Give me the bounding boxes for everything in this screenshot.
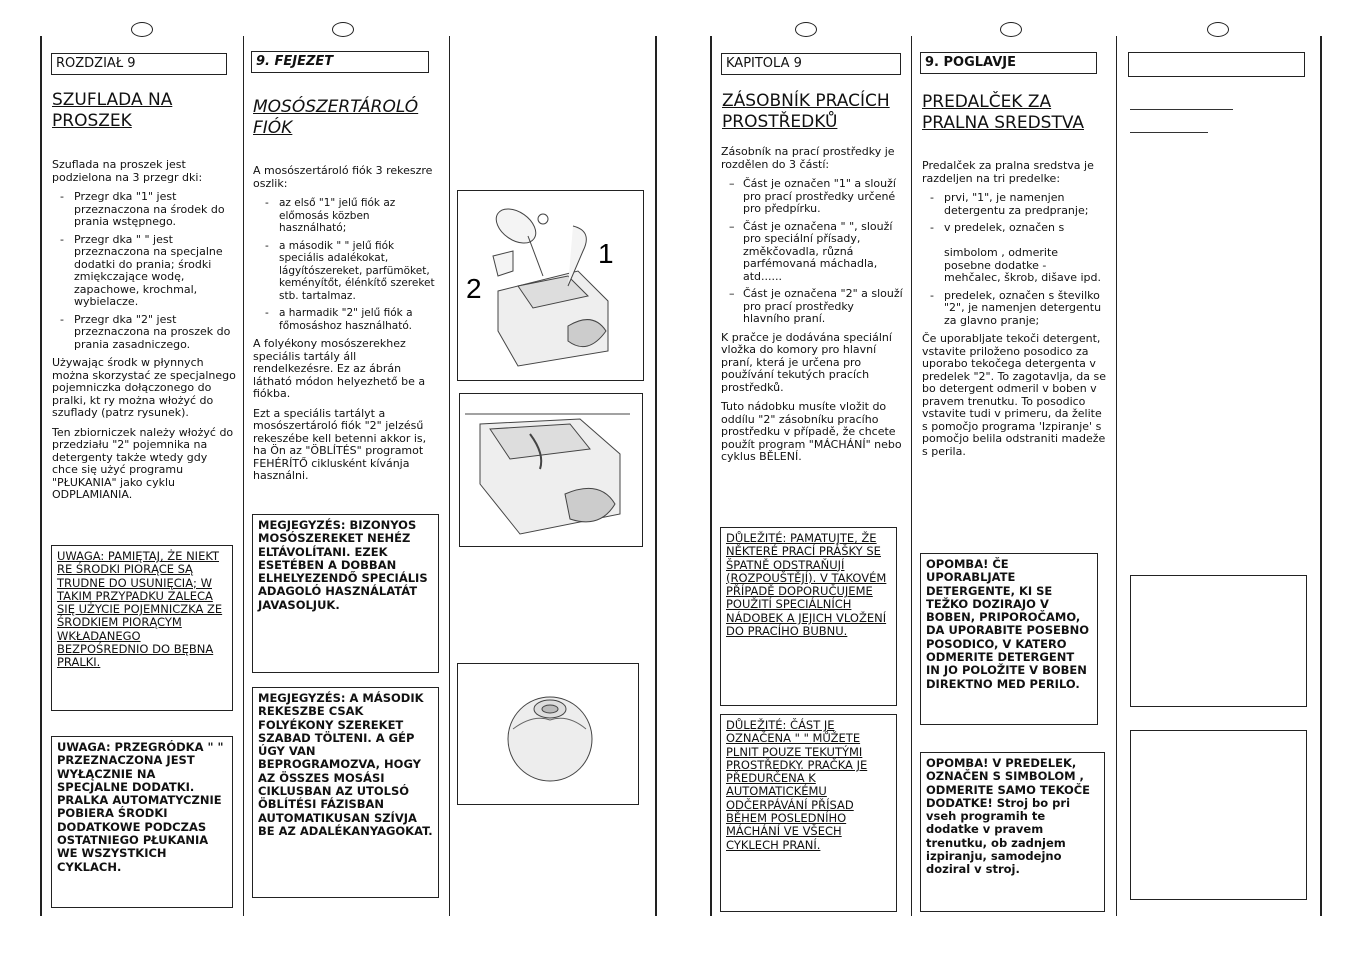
section-title: ZÁSOBNÍK PRACÍCH PROSTŘEDKŮ [722, 91, 890, 132]
list-item: – Část je označena " ", slouží pro speciální přísady, změkčovadla, různá parfémovaná máchadla, atd...... [743, 221, 903, 284]
intro-text: Zásobník na prací prostředky je rozdělen do 3 částí: [721, 145, 895, 171]
list-item: – Část je označena "2" a slouží pro prací prostředky hlavního praní. [743, 288, 903, 326]
section-body [922, 160, 1106, 465]
language-marker-circle [131, 22, 153, 37]
detergent-drawer-drawing [458, 191, 643, 380]
list-item: - Przegr dka "2" jest przeznaczona na proszek do prania zasadniczego. [74, 314, 236, 352]
list-item: - prvi, "1", je namenjen detergentu za predpranje; [944, 192, 1106, 217]
empty-header-box [1128, 52, 1305, 77]
drawer-insert-drawing [460, 394, 642, 546]
column-divider [243, 36, 244, 916]
chapter-header: 9. POGLAVJE [920, 52, 1097, 74]
warning-box: UWAGA: PRZEGRÓDKA " " PRZEZNACZONA JEST WYŁĄCZNIE NA SPECJALNE DODATKI. PRALKA AUTOMATYCZNIE POBIERA ŚRODKI DODATKOWE PODCZAS OSTATNIEGO PŁUKANIA WE WSZYSTKICH CYKLACH. [51, 736, 233, 908]
paragraph: Ezt a speciális tartályt a mosószertároló fiók "2" jelzésű rekeszébe kell betenni akkor is, ha Ön az "ÖBLÍTÉS" programot FEHÉRÍTŐ ciklusként kívánja használni. [253, 406, 427, 482]
paragraph: Če uporabljate tekoči detergent, vstavite priloženo posodico za uporabo tekočega detergenta v predelek "2". To zagotavlja, da se bo detergent odmeril v boben v pravem trenutku. To posodico vstavite tudi v primeru, da želite s pomočjo programa 'Izpiranje' s pomočjo belila odstraniti madeže s perila. [922, 332, 1107, 458]
column-divider [655, 36, 657, 916]
column-divider [1320, 36, 1322, 916]
important-box: DŮLEŽITÉ: ČÁST JE OZNAČENA " " MŮŽETE PLNIT POUZE TEKUTÝMI PROSTŘEDKY. PRAČKA JE PŘEDURČENA K AUTOMATICKÉMU ODČERPÁVÁNÍ PŘÍSAD BĚHEM POSLEDNÍHO MÁCHÁNÍ VE VŠECH CYKLECH PRANÍ. [720, 714, 897, 912]
list-item: - Przegr dka " " jest przeznaczona na specjalne dodatki do prania; środki zmiękczające wodę, zapachowe, krochmal, wybielacze. [74, 234, 236, 309]
list-item: - az első "1" jelű fiók az előmosás közben használható; [279, 197, 439, 235]
chapter-header: 9. FEJEZET [251, 51, 429, 73]
note-box: MEGJEGYZÉS: A MÁSODIK REKESZBE CSAK FOLYÉKONY SZEREKET SZABAD TÖLTENI. A GÉP ÚGY VAN BEPROGRAMOZVA, HOGY AZ ÖSSZES MOSÁSI CIKLUSBAN AZ UTOLSÓ ÖBLÍTÉSI FÁZISBAN AUTOMATIKUSAN SZÍVJA BE AZ ADALÉKANYAGOKAT. [252, 687, 439, 898]
section-body [721, 146, 903, 471]
paragraph: Używając środk w płynnych można skorzystać ze specjalnego pojemniczka dołączonego do pralki, kt ry można włożyć do szuflady (patrz rysunek). [52, 356, 236, 419]
list-item: - a második " " jelű fiók speciális adalékokat, lágyítószereket, parfümöket, keményítőt, élénkítő szereket stb. tartalmaz. [279, 240, 439, 303]
column-divider [911, 36, 912, 916]
intro-text: Predalček za pralna sredstva je razdeljen na tri predelke: [922, 159, 1094, 185]
intro-text: Szuflada na proszek jest podzielona na 3 przegr dki: [52, 158, 203, 184]
paragraph: Tuto nádobku musíte vložit do oddílu "2" zásobníku pracího prostředku v případě, že chcete použít program "MÁCHÁNÍ" nebo cyklus BĚLENÍ. [721, 400, 902, 463]
section-title: PREDALČEK ZA PRALNA SREDSTVA [922, 92, 1085, 133]
note-box: OPOMBA! ČE UPORABLJATE DETERGENTE, KI SE TEŽKO DOZIRAJO V BOBEN, PRIPOROČAMO, DA UPORABITE POSEBNO POSODICO, V KATERO ODMERITE DETERGENT IN JO POLOŽITE V BOBEN DIREKTNO MED PERILO. [920, 553, 1098, 725]
section-body [253, 165, 439, 490]
compartment-label-2: 2 [466, 273, 482, 304]
language-marker-circle [795, 22, 817, 37]
warning-box: UWAGA: PAMIĘTAJ, ŻE NIEKT RE ŚRODKI PIORĄCE SĄ TRUDNE DO USUNIĘCIA; W TAKIM PRZYPADKU ZALECA SIĘ UŻYCIE POJEMNICZKA ZE ŚRODKIEM PIORĄCYM WKŁADANEGO BEZPOŚREDNIO DO BĘBNA PRALKI. [51, 545, 233, 711]
paragraph: Ten zbiorniczek należy włożyć do przedziału "2" pojemnika na detergenty także wtedy gdy chce się użyć programu "PŁUKANIA" jako cyklu ODPLAMIANIA. [52, 425, 234, 501]
intro-text: A mosószertároló fiók 3 rekeszre oszlik: [253, 164, 433, 190]
empty-note-box [1130, 575, 1307, 707]
liquid-container-illustration [459, 393, 643, 547]
list-item: - a harmadik "2" jelű fiók a főmosáshoz használható. [279, 307, 439, 332]
section-body [52, 159, 236, 509]
important-box: DŮLEŽITÉ: PAMATUJTE, ŽE NĚKTERÉ PRACÍ PRÁŠKY SE ŠPATNĚ ODSTRAŇUJÍ (ROZPOUŠTĚJÍ). V TAKOVÉM PŘÍPADĚ DOPORUČUJEME POUŽITÍ SPECIÁLNÍCH NÁDOBEK A JEJICH VLOŽENÍ DO PRACÍHO BUBNU. [720, 527, 897, 706]
empty-note-box [1130, 730, 1307, 900]
dosing-ball-drawing [458, 664, 638, 804]
language-marker-circle [1000, 22, 1022, 37]
language-marker-circle [1207, 22, 1229, 37]
chapter-header: KAPITOLA 9 [721, 53, 901, 75]
paragraph: K pračce je dodávána speciální vložka do komory pro hlavní praní, která je určena pro používání tekutých pracích prostředků. [721, 330, 892, 394]
column-divider [1116, 36, 1117, 916]
column-divider [40, 36, 42, 916]
section-title: MOSÓSZERTÁROLÓ FIÓK [253, 97, 419, 138]
list-item: - Przegr dka "1" jest przeznaczona na środek do prania wstępnego. [74, 191, 236, 229]
empty-title-line [1130, 109, 1233, 110]
column-divider [449, 36, 450, 916]
drawer-illustration [457, 190, 644, 381]
section-title: SZUFLADA NA PROSZEK [52, 90, 173, 131]
compartment-label-1: 1 [598, 238, 614, 269]
column-divider [710, 36, 712, 916]
paragraph: A folyékony mosószerekhez speciális tartály áll rendelkezésre. Ez az ábrán látható módon helyezhető be a fiókba. [253, 337, 426, 400]
chapter-header: ROZDZIAŁ 9 [51, 53, 227, 75]
list-item: - predelek, označen s številko "2", je namenjen detergentu za glavno pranje; [944, 290, 1106, 328]
dosing-ball-illustration [457, 663, 639, 805]
language-marker-circle [332, 22, 354, 37]
empty-title-line [1130, 132, 1208, 133]
note-box: MEGJEGYZÉS: BIZONYOS MOSÓSZEREKET NEHÉZ ELTÁVOLÍTANI. EZEK ESETÉBEN A DOBBAN ELHELYEZENDŐ SPECIÁLIS ADAGOLÓ HASZNÁLATÁT JAVASOLJUK. [252, 514, 439, 673]
list-item: – Část je označen "1" a slouží pro prací prostředky určené pro předpírku. [743, 178, 903, 216]
list-item: - v predelek, označen s simbolom , odmerite posebne dodatke - mehčalec, škrob, dišave ipd. [944, 222, 1106, 285]
note-box: OPOMBA! V PREDELEK, OZNAČEN S SIMBOLOM , ODMERITE SAMO TEKOČE DODATKE! Stroj bo pri vseh programih te dodatke v pravem trenutku, ob zadnjem izpiranju, samodejno doziral v stroj. [920, 752, 1105, 912]
